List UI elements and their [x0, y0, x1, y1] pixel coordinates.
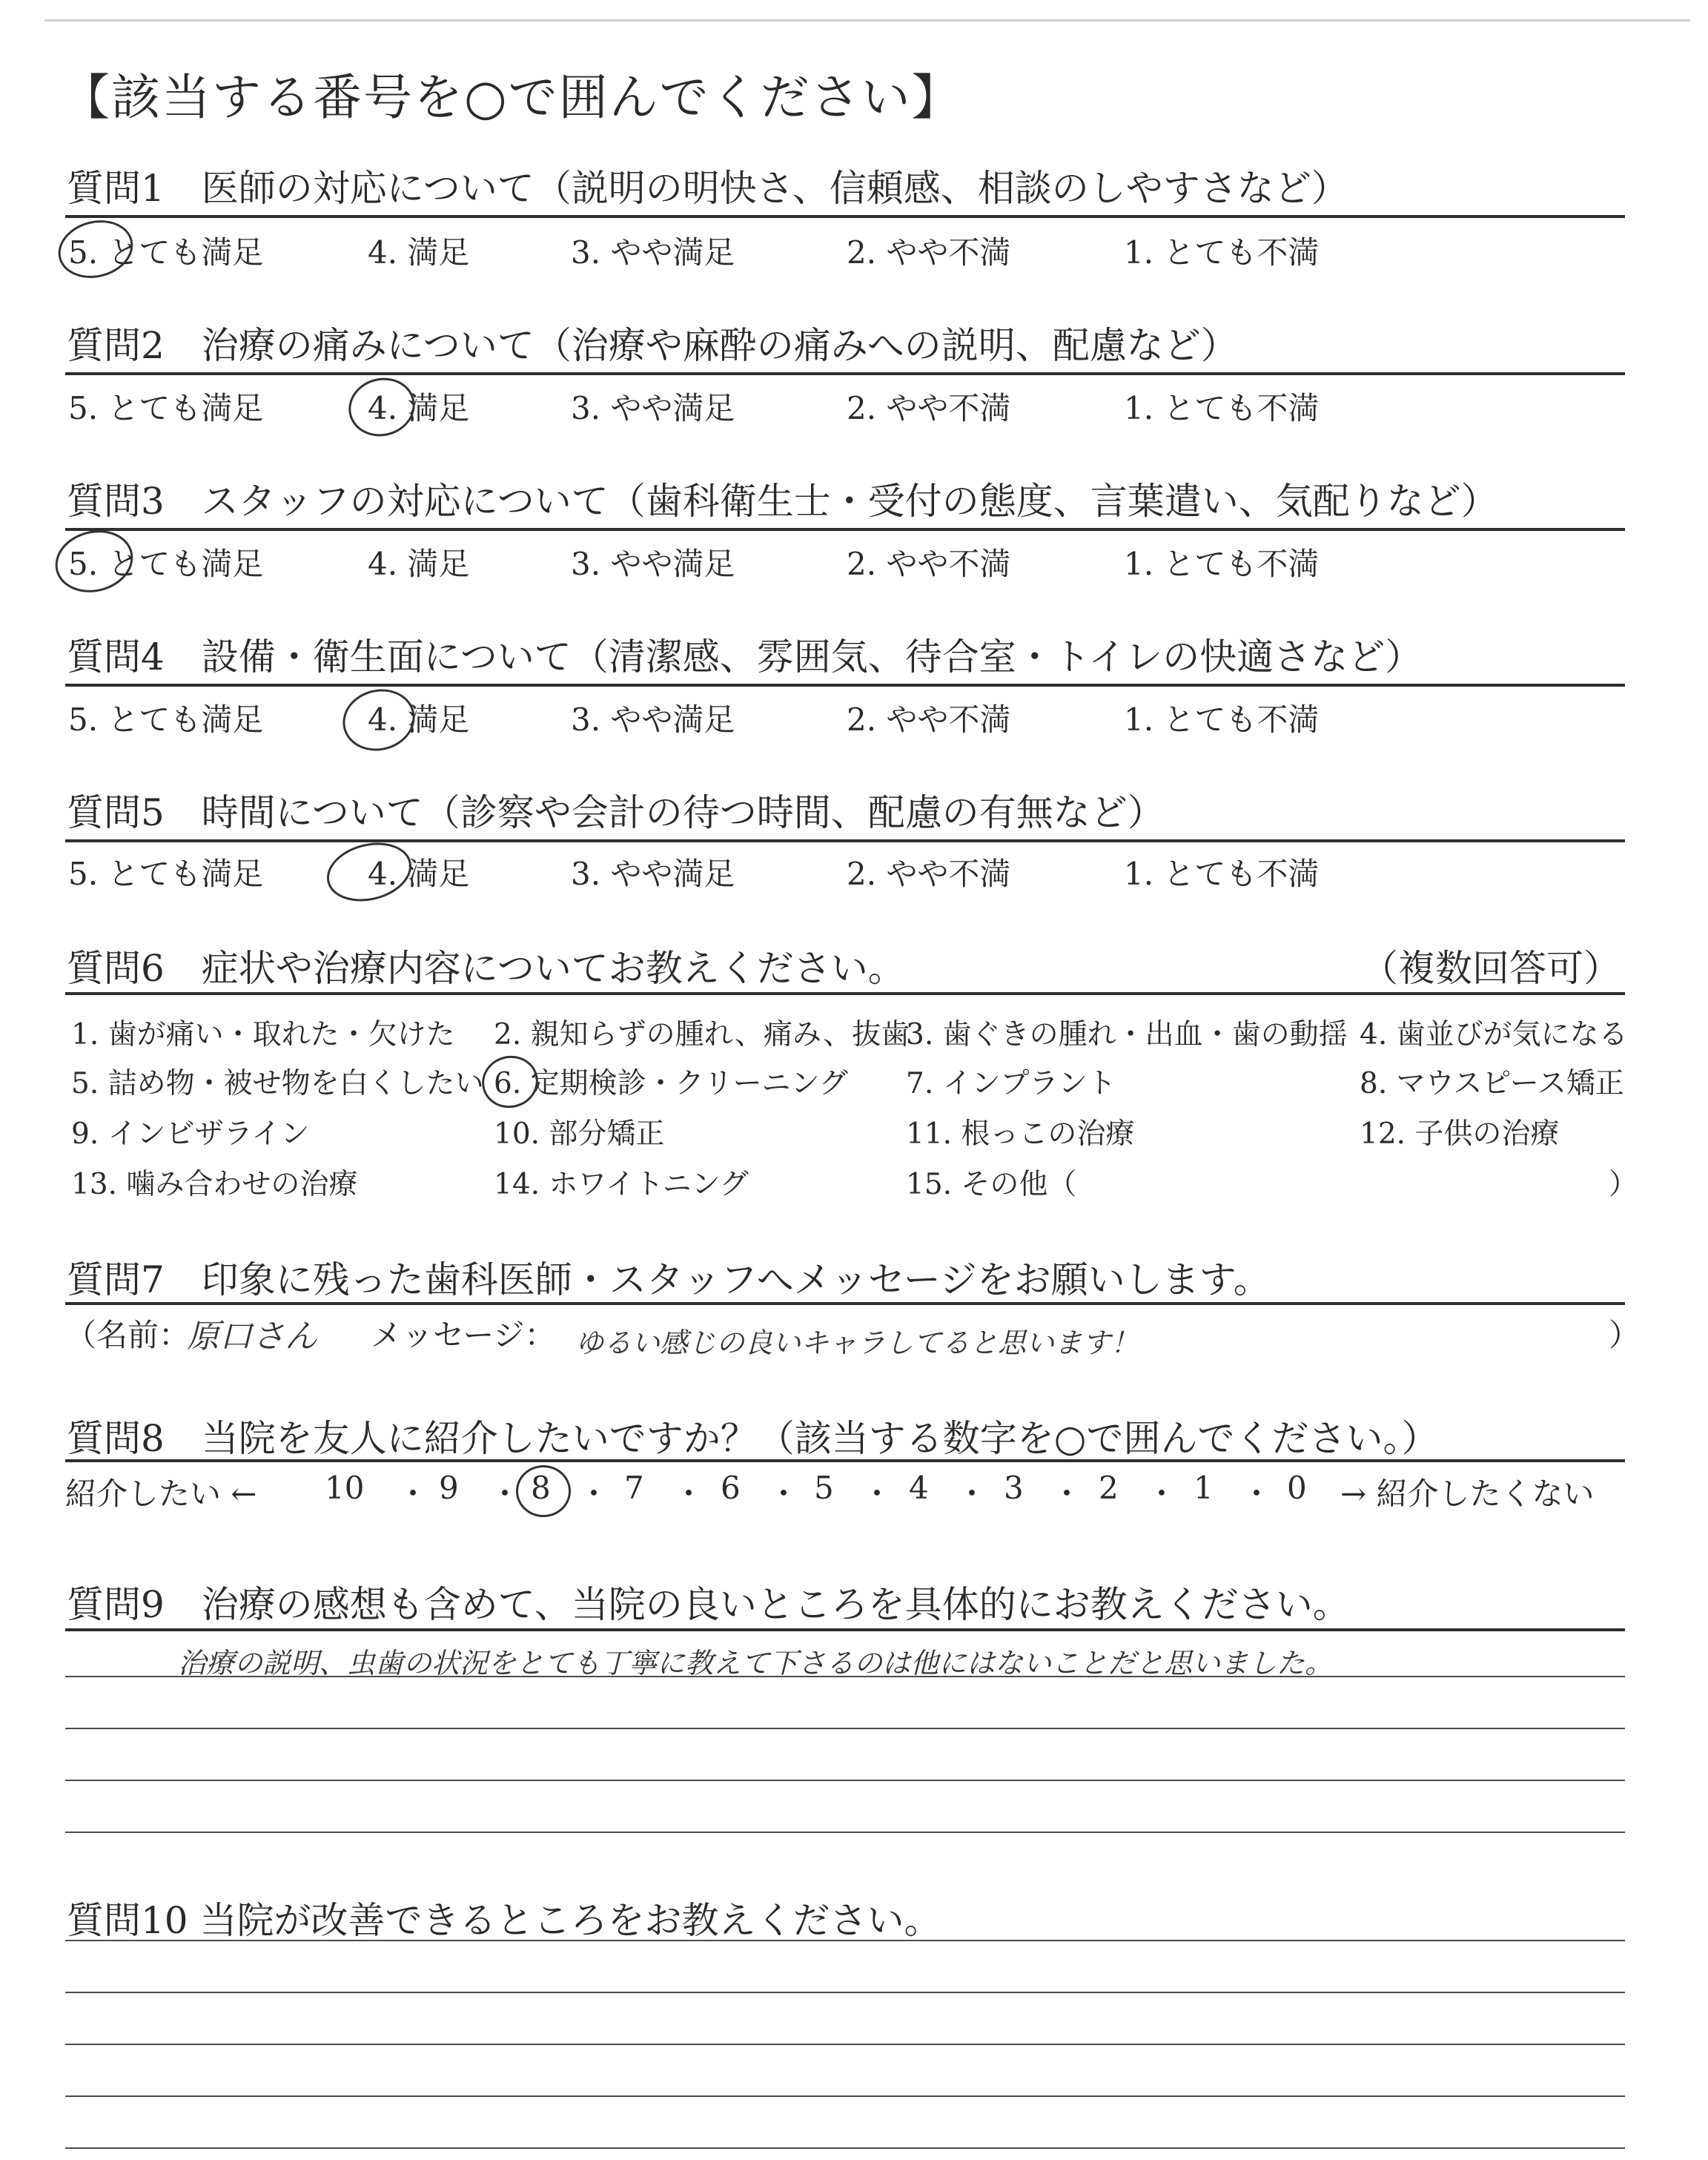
- q7-close-paren: ）: [1609, 1317, 1641, 1353]
- q8-dot: ・: [768, 1476, 800, 1512]
- q2-rule: [65, 372, 1625, 375]
- q9-rule: [65, 1628, 1625, 1631]
- q4-option-2[interactable]: 2. やや不満: [847, 701, 1011, 738]
- q8-dot: ・: [673, 1476, 705, 1512]
- q6-item-15[interactable]: 15. その他（: [906, 1168, 1077, 1201]
- q8-dot: ・: [397, 1476, 429, 1512]
- q2-selection-circle: [342, 371, 421, 443]
- q4-rule: [65, 684, 1625, 687]
- q9-answer-line-2: [65, 1728, 1625, 1729]
- q9-answer-handwritten[interactable]: 治療の説明、虫歯の状況をとても丁寧に教えて下さるのは他にはないことだと思いました。: [178, 1647, 1334, 1680]
- q6-item-12[interactable]: 12. 子供の治療: [1360, 1117, 1560, 1151]
- q10-answer-line-5: [65, 2147, 1625, 2149]
- q6-rule: [65, 992, 1625, 995]
- q4-option-5[interactable]: 5. とても満足: [68, 701, 264, 738]
- q10-answer-line-2: [65, 1992, 1625, 1993]
- q3-selection-circle: [49, 522, 140, 600]
- q2-option-4[interactable]: 4. 満足: [368, 390, 470, 426]
- q8-score-0[interactable]: 0: [1287, 1470, 1307, 1506]
- q7-message-label: メッセージ：: [371, 1317, 556, 1353]
- q6-item-6[interactable]: 6. 定期検診・クリーニング: [494, 1067, 848, 1100]
- q3-option-5[interactable]: 5. とても満足: [68, 546, 264, 582]
- q6-item-10[interactable]: 10. 部分矯正: [494, 1117, 665, 1151]
- q2-option-1[interactable]: 1. とても不満: [1124, 390, 1320, 426]
- q8-score-7[interactable]: 7: [624, 1470, 644, 1506]
- q9-answer-line-4: [65, 1832, 1625, 1833]
- q5-rule: [65, 839, 1625, 842]
- q3-option-4[interactable]: 4. 満足: [368, 546, 470, 582]
- q1-rule: [65, 215, 1625, 218]
- q10-answer-line-3: [65, 2044, 1625, 2045]
- q8-right-label: → 紹介したくない: [1340, 1476, 1595, 1512]
- q8-dot: ・: [861, 1476, 893, 1512]
- q6-item-8[interactable]: 8. マウスピース矯正: [1360, 1067, 1624, 1100]
- q6-item-5[interactable]: 5. 詰め物・被せ物を白くしたい: [71, 1067, 484, 1100]
- top-border: [44, 19, 1690, 22]
- q1-option-3[interactable]: 3. やや満足: [571, 234, 735, 271]
- q7-name-label: （名前：: [65, 1317, 191, 1353]
- q6-selection-circle: [477, 1050, 544, 1114]
- q8-left-label: 紹介したい ←: [65, 1476, 257, 1512]
- q5-option-4[interactable]: 4. 満足: [368, 856, 470, 892]
- q5-option-3[interactable]: 3. やや満足: [571, 856, 735, 892]
- q8-score-6[interactable]: 6: [721, 1470, 741, 1506]
- q3-option-3[interactable]: 3. やや満足: [571, 546, 735, 582]
- q5-selection-circle: [321, 834, 418, 910]
- q8-score-3[interactable]: 3: [1004, 1470, 1024, 1506]
- q6-item-1[interactable]: 1. 歯が痛い・取れた・欠けた: [71, 1018, 455, 1051]
- q1-option-2[interactable]: 2. やや不満: [847, 234, 1011, 271]
- q5-title: 質問5 時間について（診察や会計の待つ時間、配慮の有無など）: [67, 791, 1165, 834]
- q8-rule: [65, 1459, 1625, 1462]
- q9-answer-line-3: [65, 1780, 1625, 1781]
- q6-item-14[interactable]: 14. ホワイトニング: [494, 1168, 749, 1201]
- q8-dot: ・: [1146, 1476, 1178, 1512]
- q8-score-2[interactable]: 2: [1099, 1470, 1119, 1506]
- q6-item-4[interactable]: 4. 歯並びが気になる: [1360, 1018, 1628, 1051]
- q8-score-1[interactable]: 1: [1194, 1470, 1214, 1506]
- q6-title: 質問6 症状や治療内容についてお教えください。: [67, 947, 905, 990]
- q8-dot: ・: [489, 1476, 521, 1512]
- q3-option-1[interactable]: 1. とても不満: [1124, 546, 1320, 582]
- q8-score-8[interactable]: 8: [531, 1470, 551, 1506]
- q1-option-1[interactable]: 1. とても不満: [1124, 234, 1320, 271]
- q5-option-2[interactable]: 2. やや不満: [847, 856, 1011, 892]
- q8-dot: ・: [1241, 1476, 1273, 1512]
- q4-option-3[interactable]: 3. やや満足: [571, 701, 735, 738]
- q4-selection-circle: [337, 681, 422, 758]
- q8-dot: ・: [1051, 1476, 1083, 1512]
- q4-option-4[interactable]: 4. 満足: [368, 701, 470, 738]
- q1-option-4[interactable]: 4. 満足: [368, 234, 470, 271]
- q1-selection-circle: [52, 213, 139, 285]
- q8-dot: ・: [956, 1476, 988, 1512]
- q7-message-handwritten[interactable]: ゆるい感じの良いキャラしてると思います！: [575, 1327, 1139, 1359]
- q6-multi-answer-note: （複数回答可）: [1361, 947, 1621, 990]
- q8-score-4[interactable]: 4: [909, 1470, 929, 1506]
- q4-title: 質問4 設備・衛生面について（清潔感、雰囲気、待合室・トイレの快適さなど）: [67, 635, 1423, 678]
- q8-selection-circle: [516, 1465, 571, 1517]
- q10-answer-line-1: [65, 1940, 1625, 1941]
- q6-item-3[interactable]: 3. 歯ぐきの腫れ・出血・歯の動揺: [906, 1018, 1348, 1051]
- q8-score-5[interactable]: 5: [814, 1470, 834, 1506]
- q1-option-5[interactable]: 5. とても満足: [68, 234, 264, 271]
- form-header: 【該当する番号を○で囲んでください】: [61, 69, 962, 126]
- q9-answer-line-1: [65, 1676, 1625, 1677]
- q4-option-1[interactable]: 1. とても不満: [1124, 701, 1320, 738]
- q6-item-7[interactable]: 7. インプラント: [906, 1067, 1116, 1100]
- q8-score-10[interactable]: 10: [325, 1470, 365, 1506]
- q7-rule: [65, 1302, 1625, 1305]
- q2-option-3[interactable]: 3. やや満足: [571, 390, 735, 426]
- q7-name-handwritten[interactable]: 原口さん: [187, 1318, 317, 1355]
- q3-option-2[interactable]: 2. やや不満: [847, 546, 1011, 582]
- q7-title: 質問7 印象に残った歯科医師・スタッフへメッセージをお願いします。: [67, 1258, 1271, 1301]
- q1-title: 質問1 医師の対応について（説明の明快さ、信頼感、相談のしやすさなど）: [67, 167, 1348, 210]
- q8-score-9[interactable]: 9: [439, 1470, 459, 1506]
- q3-rule: [65, 528, 1625, 531]
- q3-title: 質問3 スタッフの対応について（歯科衛生士・受付の態度、言葉遣い、気配りなど）: [67, 480, 1498, 523]
- q5-option-1[interactable]: 1. とても不満: [1124, 856, 1320, 892]
- q6-other-close-paren: ）: [1609, 1168, 1638, 1201]
- q6-item-13[interactable]: 13. 噛み合わせの治療: [71, 1168, 358, 1201]
- q6-item-11[interactable]: 11. 根っこの治療: [906, 1117, 1135, 1151]
- q6-item-9[interactable]: 9. インビザライン: [71, 1117, 310, 1151]
- q10-answer-line-4: [65, 2095, 1625, 2097]
- q8-dot: ・: [578, 1476, 610, 1512]
- q10-title: 質問10 当院が改善できるところをお教えください。: [67, 1899, 941, 1942]
- q8-title: 質問8 当院を友人に紹介したいですか？（該当する数字を○で囲んでください。）: [67, 1417, 1439, 1460]
- q6-item-2[interactable]: 2. 親知らずの腫れ、痛み、抜歯: [494, 1018, 910, 1051]
- q2-option-5[interactable]: 5. とても満足: [68, 390, 264, 426]
- q5-option-5[interactable]: 5. とても満足: [68, 856, 264, 892]
- q2-option-2[interactable]: 2. やや不満: [847, 390, 1011, 426]
- q9-title: 質問9 治療の感想も含めて、当院の良いところを具体的にお教えください。: [67, 1583, 1350, 1626]
- q2-title: 質問2 治療の痛みについて（治療や麻酔の痛みへの説明、配慮など）: [67, 324, 1238, 367]
